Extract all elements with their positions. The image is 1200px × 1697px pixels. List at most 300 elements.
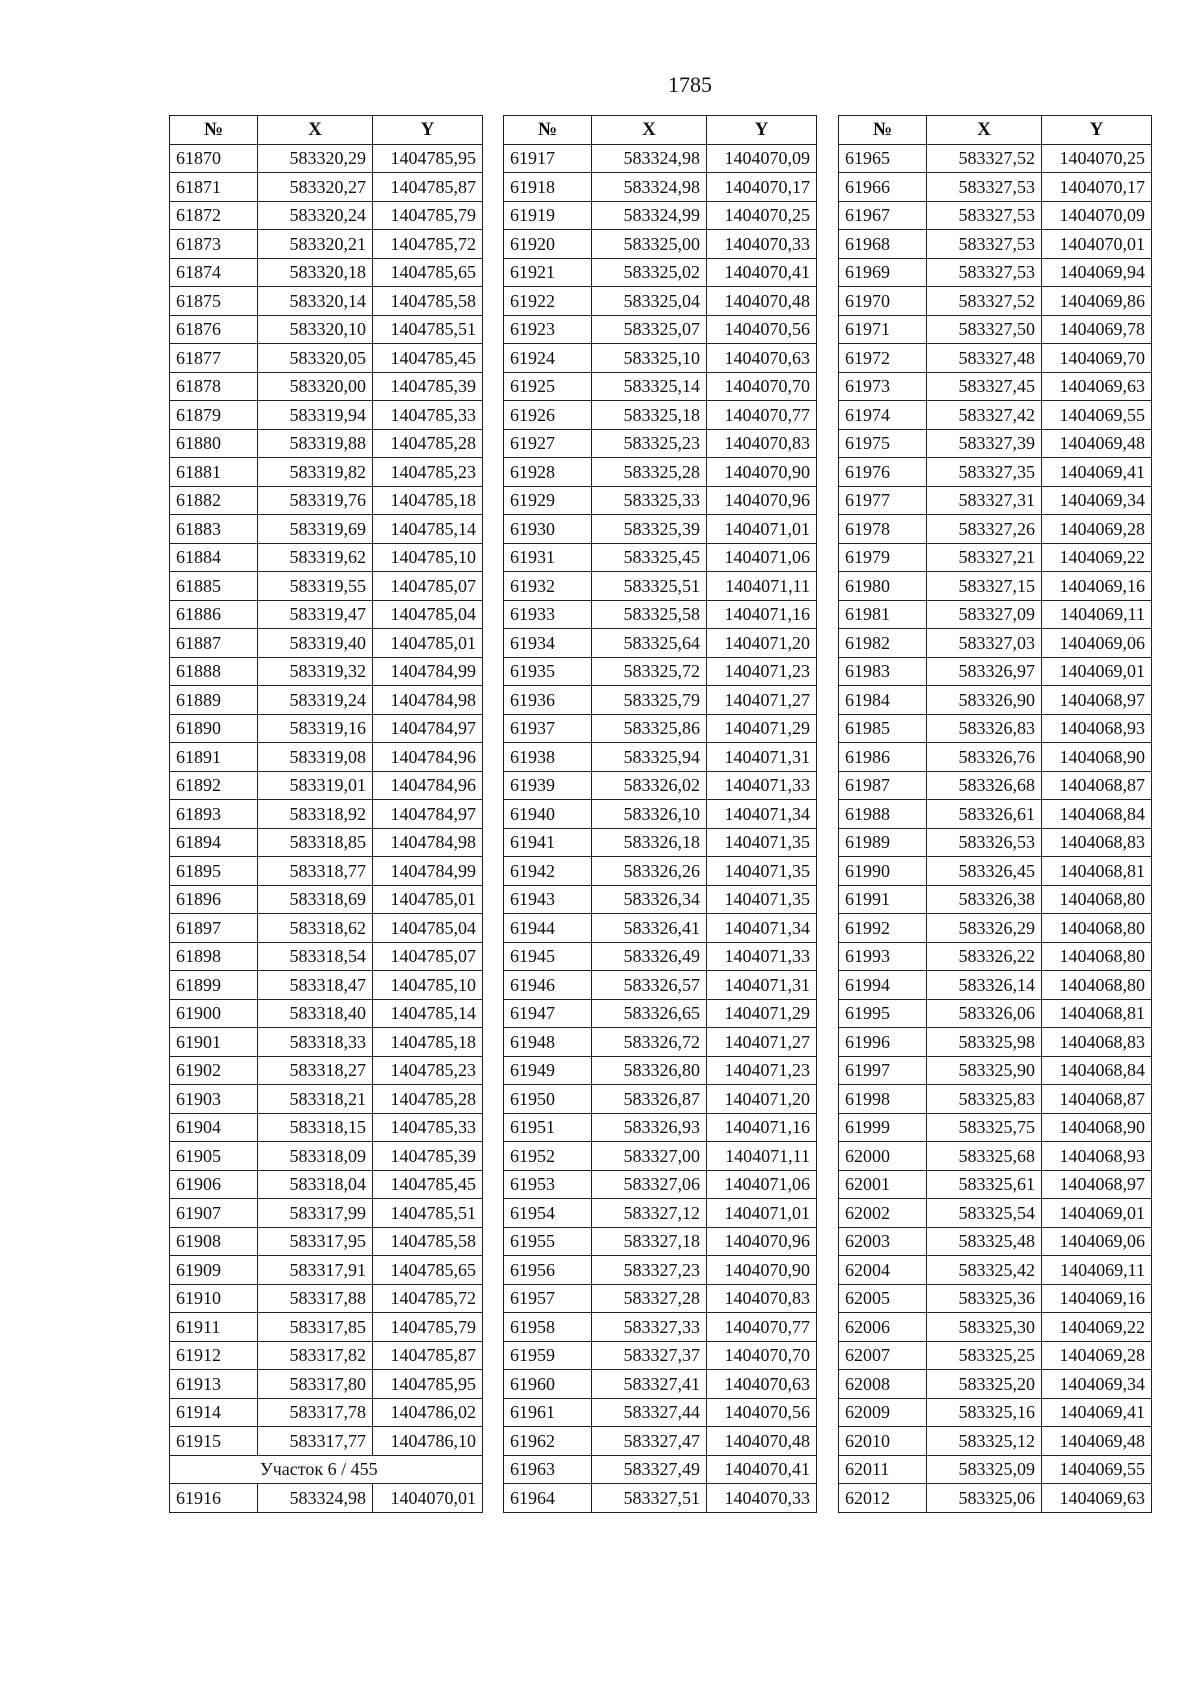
- y-coordinate-cell: 1404785,79: [373, 1313, 483, 1342]
- x-coordinate-cell: 583319,55: [258, 572, 373, 601]
- point-number-cell: 61983: [839, 657, 927, 686]
- point-number-cell: 61930: [504, 515, 592, 544]
- x-coordinate-cell: 583326,93: [592, 1113, 707, 1142]
- coordinates-table-2: [503, 115, 817, 1513]
- table-row: [504, 600, 817, 629]
- header-y: Y: [707, 116, 817, 145]
- point-number-cell: 61994: [839, 971, 927, 1000]
- table-row: [839, 543, 1152, 572]
- table-row: [839, 230, 1152, 259]
- x-coordinate-cell: 583327,03: [927, 629, 1042, 658]
- point-number-cell: 61931: [504, 543, 592, 572]
- y-coordinate-cell: 1404071,01: [707, 1199, 817, 1228]
- table-row: [839, 515, 1152, 544]
- point-number-cell: 61944: [504, 914, 592, 943]
- x-coordinate-cell: 583318,33: [258, 1028, 373, 1057]
- point-number-cell: 61979: [839, 543, 927, 572]
- table-row: [839, 1455, 1152, 1484]
- table-row: [170, 173, 483, 202]
- x-coordinate-cell: 583317,85: [258, 1313, 373, 1342]
- table-row: [504, 1199, 817, 1228]
- header-x: X: [927, 116, 1042, 145]
- point-number-cell: 61985: [839, 714, 927, 743]
- table-row: [504, 173, 817, 202]
- table-row: [170, 771, 483, 800]
- point-number-cell: 61918: [504, 173, 592, 202]
- x-coordinate-cell: 583326,83: [927, 714, 1042, 743]
- x-coordinate-cell: 583317,91: [258, 1256, 373, 1285]
- y-coordinate-cell: 1404068,87: [1042, 1085, 1152, 1114]
- point-number-cell: 61936: [504, 686, 592, 715]
- x-coordinate-cell: 583325,51: [592, 572, 707, 601]
- point-number-cell: 61969: [839, 258, 927, 287]
- y-coordinate-cell: 1404784,96: [373, 771, 483, 800]
- table-row: [504, 1284, 817, 1313]
- y-coordinate-cell: 1404068,87: [1042, 771, 1152, 800]
- point-number-cell: 62009: [839, 1398, 927, 1427]
- y-coordinate-cell: 1404785,28: [373, 429, 483, 458]
- y-coordinate-cell: 1404070,01: [373, 1484, 483, 1513]
- table-row: [504, 401, 817, 430]
- table-row: [170, 429, 483, 458]
- x-coordinate-cell: 583325,20: [927, 1370, 1042, 1399]
- point-number-cell: 61941: [504, 828, 592, 857]
- x-coordinate-cell: 583327,50: [927, 315, 1042, 344]
- y-coordinate-cell: 1404785,51: [373, 1199, 483, 1228]
- point-number-cell: 61988: [839, 800, 927, 829]
- point-number-cell: 61939: [504, 771, 592, 800]
- y-coordinate-cell: 1404068,93: [1042, 714, 1152, 743]
- x-coordinate-cell: 583320,00: [258, 372, 373, 401]
- point-number-cell: 61982: [839, 629, 927, 658]
- x-coordinate-cell: 583327,48: [927, 344, 1042, 373]
- table-row: [170, 1085, 483, 1114]
- y-coordinate-cell: 1404071,34: [707, 800, 817, 829]
- table-row: [170, 486, 483, 515]
- table-row: [839, 657, 1152, 686]
- x-coordinate-cell: 583327,00: [592, 1142, 707, 1171]
- y-coordinate-cell: 1404070,25: [1042, 144, 1152, 173]
- point-number-cell: 61901: [170, 1028, 258, 1057]
- point-number-cell: 61945: [504, 942, 592, 971]
- x-coordinate-cell: 583318,40: [258, 999, 373, 1028]
- y-coordinate-cell: 1404071,27: [707, 686, 817, 715]
- table-row: [170, 458, 483, 487]
- y-coordinate-cell: 1404071,35: [707, 857, 817, 886]
- x-coordinate-cell: 583325,25: [927, 1341, 1042, 1370]
- point-number-cell: 61912: [170, 1341, 258, 1370]
- x-coordinate-cell: 583325,10: [592, 344, 707, 373]
- x-coordinate-cell: 583325,00: [592, 230, 707, 259]
- section-label: Участок 6 / 455: [170, 1455, 483, 1484]
- y-coordinate-cell: 1404069,94: [1042, 258, 1152, 287]
- table-row: [170, 572, 483, 601]
- y-coordinate-cell: 1404785,10: [373, 543, 483, 572]
- x-coordinate-cell: 583320,14: [258, 287, 373, 316]
- point-number-cell: 61959: [504, 1341, 592, 1370]
- table-row: [170, 1256, 483, 1285]
- x-coordinate-cell: 583327,52: [927, 287, 1042, 316]
- x-coordinate-cell: 583327,18: [592, 1227, 707, 1256]
- x-coordinate-cell: 583327,33: [592, 1313, 707, 1342]
- y-coordinate-cell: 1404784,97: [373, 800, 483, 829]
- x-coordinate-cell: 583327,37: [592, 1341, 707, 1370]
- y-coordinate-cell: 1404785,39: [373, 372, 483, 401]
- point-number-cell: 61973: [839, 372, 927, 401]
- point-number-cell: 61898: [170, 942, 258, 971]
- x-coordinate-cell: 583326,45: [927, 857, 1042, 886]
- x-coordinate-cell: 583326,80: [592, 1056, 707, 1085]
- table-row: [504, 1170, 817, 1199]
- y-coordinate-cell: 1404071,23: [707, 657, 817, 686]
- point-number-cell: 61998: [839, 1085, 927, 1114]
- point-number-cell: 61964: [504, 1484, 592, 1513]
- x-coordinate-cell: 583325,16: [927, 1398, 1042, 1427]
- point-number-cell: 61892: [170, 771, 258, 800]
- x-coordinate-cell: 583324,99: [592, 201, 707, 230]
- x-coordinate-cell: 583318,04: [258, 1170, 373, 1199]
- x-coordinate-cell: 583327,06: [592, 1170, 707, 1199]
- y-coordinate-cell: 1404068,81: [1042, 999, 1152, 1028]
- table-row: [170, 657, 483, 686]
- y-coordinate-cell: 1404071,34: [707, 914, 817, 943]
- table-row: [839, 971, 1152, 1000]
- table-row: [839, 714, 1152, 743]
- x-coordinate-cell: 583326,26: [592, 857, 707, 886]
- y-coordinate-cell: 1404785,65: [373, 258, 483, 287]
- point-number-cell: 61924: [504, 344, 592, 373]
- point-number-cell: 61917: [504, 144, 592, 173]
- y-coordinate-cell: 1404070,33: [707, 1484, 817, 1513]
- x-coordinate-cell: 583325,14: [592, 372, 707, 401]
- table-row: [170, 1142, 483, 1171]
- y-coordinate-cell: 1404785,01: [373, 885, 483, 914]
- header-x: X: [258, 116, 373, 145]
- y-coordinate-cell: 1404069,86: [1042, 287, 1152, 316]
- x-coordinate-cell: 583325,18: [592, 401, 707, 430]
- y-coordinate-cell: 1404785,07: [373, 572, 483, 601]
- table-row: [839, 401, 1152, 430]
- table-row: [170, 714, 483, 743]
- table-row: [170, 1427, 483, 1456]
- y-coordinate-cell: 1404785,45: [373, 1170, 483, 1199]
- point-number-cell: 61976: [839, 458, 927, 487]
- x-coordinate-cell: 583327,53: [927, 201, 1042, 230]
- point-number-cell: 61895: [170, 857, 258, 886]
- y-coordinate-cell: 1404069,28: [1042, 515, 1152, 544]
- table-row: [839, 828, 1152, 857]
- point-number-cell: 61920: [504, 230, 592, 259]
- table-row: [170, 1313, 483, 1342]
- x-coordinate-cell: 583326,10: [592, 800, 707, 829]
- table-row: [170, 828, 483, 857]
- y-coordinate-cell: 1404069,63: [1042, 372, 1152, 401]
- table-row: [504, 372, 817, 401]
- x-coordinate-cell: 583317,78: [258, 1398, 373, 1427]
- point-number-cell: 61992: [839, 914, 927, 943]
- table-row: [839, 1113, 1152, 1142]
- table-row: [170, 743, 483, 772]
- x-coordinate-cell: 583327,41: [592, 1370, 707, 1399]
- table-row: [504, 458, 817, 487]
- y-coordinate-cell: 1404069,48: [1042, 429, 1152, 458]
- point-number-cell: 61957: [504, 1284, 592, 1313]
- x-coordinate-cell: 583327,51: [592, 1484, 707, 1513]
- table-row: [839, 629, 1152, 658]
- y-coordinate-cell: 1404786,02: [373, 1398, 483, 1427]
- point-number-cell: 61986: [839, 743, 927, 772]
- y-coordinate-cell: 1404069,11: [1042, 1256, 1152, 1285]
- y-coordinate-cell: 1404068,97: [1042, 686, 1152, 715]
- table-row: [504, 1398, 817, 1427]
- header-number: №: [504, 116, 592, 145]
- point-number-cell: 61967: [839, 201, 927, 230]
- table-row: [839, 344, 1152, 373]
- y-coordinate-cell: 1404071,20: [707, 629, 817, 658]
- table-row: [170, 1398, 483, 1427]
- y-coordinate-cell: 1404785,87: [373, 1341, 483, 1370]
- table-row: [504, 1313, 817, 1342]
- point-number-cell: 61906: [170, 1170, 258, 1199]
- table-row: [504, 771, 817, 800]
- table-row: [504, 1028, 817, 1057]
- point-number-cell: 61915: [170, 1427, 258, 1456]
- point-number-cell: 61908: [170, 1227, 258, 1256]
- point-number-cell: 61884: [170, 543, 258, 572]
- x-coordinate-cell: 583320,05: [258, 344, 373, 373]
- y-coordinate-cell: 1404071,27: [707, 1028, 817, 1057]
- table-row: [839, 914, 1152, 943]
- y-coordinate-cell: 1404068,81: [1042, 857, 1152, 886]
- table-row: [839, 1170, 1152, 1199]
- y-coordinate-cell: 1404069,16: [1042, 1284, 1152, 1313]
- table-row: [170, 287, 483, 316]
- y-coordinate-cell: 1404070,63: [707, 1370, 817, 1399]
- table-row: [839, 144, 1152, 173]
- y-coordinate-cell: 1404071,11: [707, 1142, 817, 1171]
- table-row: [504, 486, 817, 515]
- table-row: [839, 258, 1152, 287]
- y-coordinate-cell: 1404071,29: [707, 714, 817, 743]
- page-number: 1785: [668, 72, 712, 97]
- x-coordinate-cell: 583319,82: [258, 458, 373, 487]
- x-coordinate-cell: 583326,02: [592, 771, 707, 800]
- x-coordinate-cell: 583324,98: [592, 173, 707, 202]
- y-coordinate-cell: 1404069,41: [1042, 458, 1152, 487]
- point-number-cell: 61872: [170, 201, 258, 230]
- y-coordinate-cell: 1404785,23: [373, 1056, 483, 1085]
- point-number-cell: 61876: [170, 315, 258, 344]
- y-coordinate-cell: 1404785,18: [373, 486, 483, 515]
- point-number-cell: 61879: [170, 401, 258, 430]
- x-coordinate-cell: 583319,69: [258, 515, 373, 544]
- table-row: [170, 1113, 483, 1142]
- y-coordinate-cell: 1404784,99: [373, 857, 483, 886]
- x-coordinate-cell: 583326,18: [592, 828, 707, 857]
- x-coordinate-cell: 583326,53: [927, 828, 1042, 857]
- y-coordinate-cell: 1404070,09: [707, 144, 817, 173]
- y-coordinate-cell: 1404785,51: [373, 315, 483, 344]
- x-coordinate-cell: 583325,06: [927, 1484, 1042, 1513]
- header-y: Y: [373, 116, 483, 145]
- y-coordinate-cell: 1404070,17: [1042, 173, 1152, 202]
- x-coordinate-cell: 583319,76: [258, 486, 373, 515]
- table-row: [504, 1341, 817, 1370]
- point-number-cell: 61938: [504, 743, 592, 772]
- x-coordinate-cell: 583319,47: [258, 600, 373, 629]
- point-number-cell: 61940: [504, 800, 592, 829]
- y-coordinate-cell: 1404071,16: [707, 1113, 817, 1142]
- y-coordinate-cell: 1404785,04: [373, 600, 483, 629]
- point-number-cell: 61919: [504, 201, 592, 230]
- point-number-cell: 61993: [839, 942, 927, 971]
- point-number-cell: 61987: [839, 771, 927, 800]
- x-coordinate-cell: 583325,58: [592, 600, 707, 629]
- y-coordinate-cell: 1404785,04: [373, 914, 483, 943]
- table-row: [170, 258, 483, 287]
- x-coordinate-cell: 583326,29: [927, 914, 1042, 943]
- x-coordinate-cell: 583324,98: [258, 1484, 373, 1513]
- point-number-cell: 62010: [839, 1427, 927, 1456]
- point-number-cell: 61974: [839, 401, 927, 430]
- table-row: [504, 543, 817, 572]
- y-coordinate-cell: 1404068,90: [1042, 1113, 1152, 1142]
- table-row: [839, 771, 1152, 800]
- point-number-cell: 61894: [170, 828, 258, 857]
- table-row: [504, 515, 817, 544]
- point-number-cell: 61923: [504, 315, 592, 344]
- table-row: [504, 857, 817, 886]
- point-number-cell: 61921: [504, 258, 592, 287]
- x-coordinate-cell: 583325,30: [927, 1313, 1042, 1342]
- point-number-cell: 61897: [170, 914, 258, 943]
- table-row: [839, 1028, 1152, 1057]
- x-coordinate-cell: 583326,14: [927, 971, 1042, 1000]
- table-row: [170, 1028, 483, 1057]
- table-row: [504, 201, 817, 230]
- table-row: [504, 1484, 817, 1513]
- y-coordinate-cell: 1404785,39: [373, 1142, 483, 1171]
- x-coordinate-cell: 583325,64: [592, 629, 707, 658]
- x-coordinate-cell: 583325,61: [927, 1170, 1042, 1199]
- y-coordinate-cell: 1404071,31: [707, 971, 817, 1000]
- table-row: [170, 971, 483, 1000]
- x-coordinate-cell: 583319,88: [258, 429, 373, 458]
- point-number-cell: 61961: [504, 1398, 592, 1427]
- table-row: [839, 600, 1152, 629]
- table-row: [839, 486, 1152, 515]
- point-number-cell: 61899: [170, 971, 258, 1000]
- header-number: №: [839, 116, 927, 145]
- table-row: [170, 999, 483, 1028]
- table-row: [839, 372, 1152, 401]
- x-coordinate-cell: 583325,45: [592, 543, 707, 572]
- y-coordinate-cell: 1404068,84: [1042, 800, 1152, 829]
- y-coordinate-cell: 1404069,22: [1042, 1313, 1152, 1342]
- x-coordinate-cell: 583325,33: [592, 486, 707, 515]
- point-number-cell: 61913: [170, 1370, 258, 1399]
- table-row: [504, 230, 817, 259]
- x-coordinate-cell: 583326,65: [592, 999, 707, 1028]
- y-coordinate-cell: 1404069,48: [1042, 1427, 1152, 1456]
- point-number-cell: 61900: [170, 999, 258, 1028]
- table-row: [504, 315, 817, 344]
- point-number-cell: 61928: [504, 458, 592, 487]
- table-header-row: [170, 116, 483, 145]
- table-row: [839, 686, 1152, 715]
- point-number-cell: 61882: [170, 486, 258, 515]
- point-number-cell: 61991: [839, 885, 927, 914]
- point-number-cell: 62011: [839, 1455, 927, 1484]
- y-coordinate-cell: 1404070,90: [707, 458, 817, 487]
- table-row: [839, 800, 1152, 829]
- x-coordinate-cell: 583325,94: [592, 743, 707, 772]
- point-number-cell: 61910: [170, 1284, 258, 1313]
- table-row: [170, 230, 483, 259]
- y-coordinate-cell: 1404070,41: [707, 258, 817, 287]
- table-row: [170, 315, 483, 344]
- y-coordinate-cell: 1404785,65: [373, 1256, 483, 1285]
- table-row: [504, 1427, 817, 1456]
- y-coordinate-cell: 1404071,01: [707, 515, 817, 544]
- y-coordinate-cell: 1404071,11: [707, 572, 817, 601]
- table-row: [839, 1427, 1152, 1456]
- y-coordinate-cell: 1404071,06: [707, 543, 817, 572]
- x-coordinate-cell: 583325,48: [927, 1227, 1042, 1256]
- y-coordinate-cell: 1404070,77: [707, 1313, 817, 1342]
- table-row: [170, 144, 483, 173]
- table-row: [504, 971, 817, 1000]
- y-coordinate-cell: 1404069,78: [1042, 315, 1152, 344]
- point-number-cell: 61893: [170, 800, 258, 829]
- point-number-cell: 61926: [504, 401, 592, 430]
- x-coordinate-cell: 583326,61: [927, 800, 1042, 829]
- x-coordinate-cell: 583326,87: [592, 1085, 707, 1114]
- point-number-cell: 61880: [170, 429, 258, 458]
- x-coordinate-cell: 583326,72: [592, 1028, 707, 1057]
- table-row: [170, 1227, 483, 1256]
- table-row: [839, 999, 1152, 1028]
- x-coordinate-cell: 583325,39: [592, 515, 707, 544]
- table-row: [170, 401, 483, 430]
- x-coordinate-cell: 583326,41: [592, 914, 707, 943]
- point-number-cell: 61958: [504, 1313, 592, 1342]
- table-row: [504, 657, 817, 686]
- y-coordinate-cell: 1404784,97: [373, 714, 483, 743]
- x-coordinate-cell: 583319,08: [258, 743, 373, 772]
- point-number-cell: 62004: [839, 1256, 927, 1285]
- point-number-cell: 61888: [170, 657, 258, 686]
- y-coordinate-cell: 1404069,11: [1042, 600, 1152, 629]
- y-coordinate-cell: 1404785,79: [373, 201, 483, 230]
- table-row: [839, 885, 1152, 914]
- x-coordinate-cell: 583318,15: [258, 1113, 373, 1142]
- x-coordinate-cell: 583326,97: [927, 657, 1042, 686]
- x-coordinate-cell: 583320,24: [258, 201, 373, 230]
- y-coordinate-cell: 1404071,35: [707, 885, 817, 914]
- x-coordinate-cell: 583320,10: [258, 315, 373, 344]
- table-row: [839, 1199, 1152, 1228]
- table-row: [170, 344, 483, 373]
- x-coordinate-cell: 583325,90: [927, 1056, 1042, 1085]
- y-coordinate-cell: 1404070,70: [707, 1341, 817, 1370]
- point-number-cell: 61887: [170, 629, 258, 658]
- point-number-cell: 61971: [839, 315, 927, 344]
- x-coordinate-cell: 583325,72: [592, 657, 707, 686]
- y-coordinate-cell: 1404785,01: [373, 629, 483, 658]
- header-y: Y: [1042, 116, 1152, 145]
- x-coordinate-cell: 583327,21: [927, 543, 1042, 572]
